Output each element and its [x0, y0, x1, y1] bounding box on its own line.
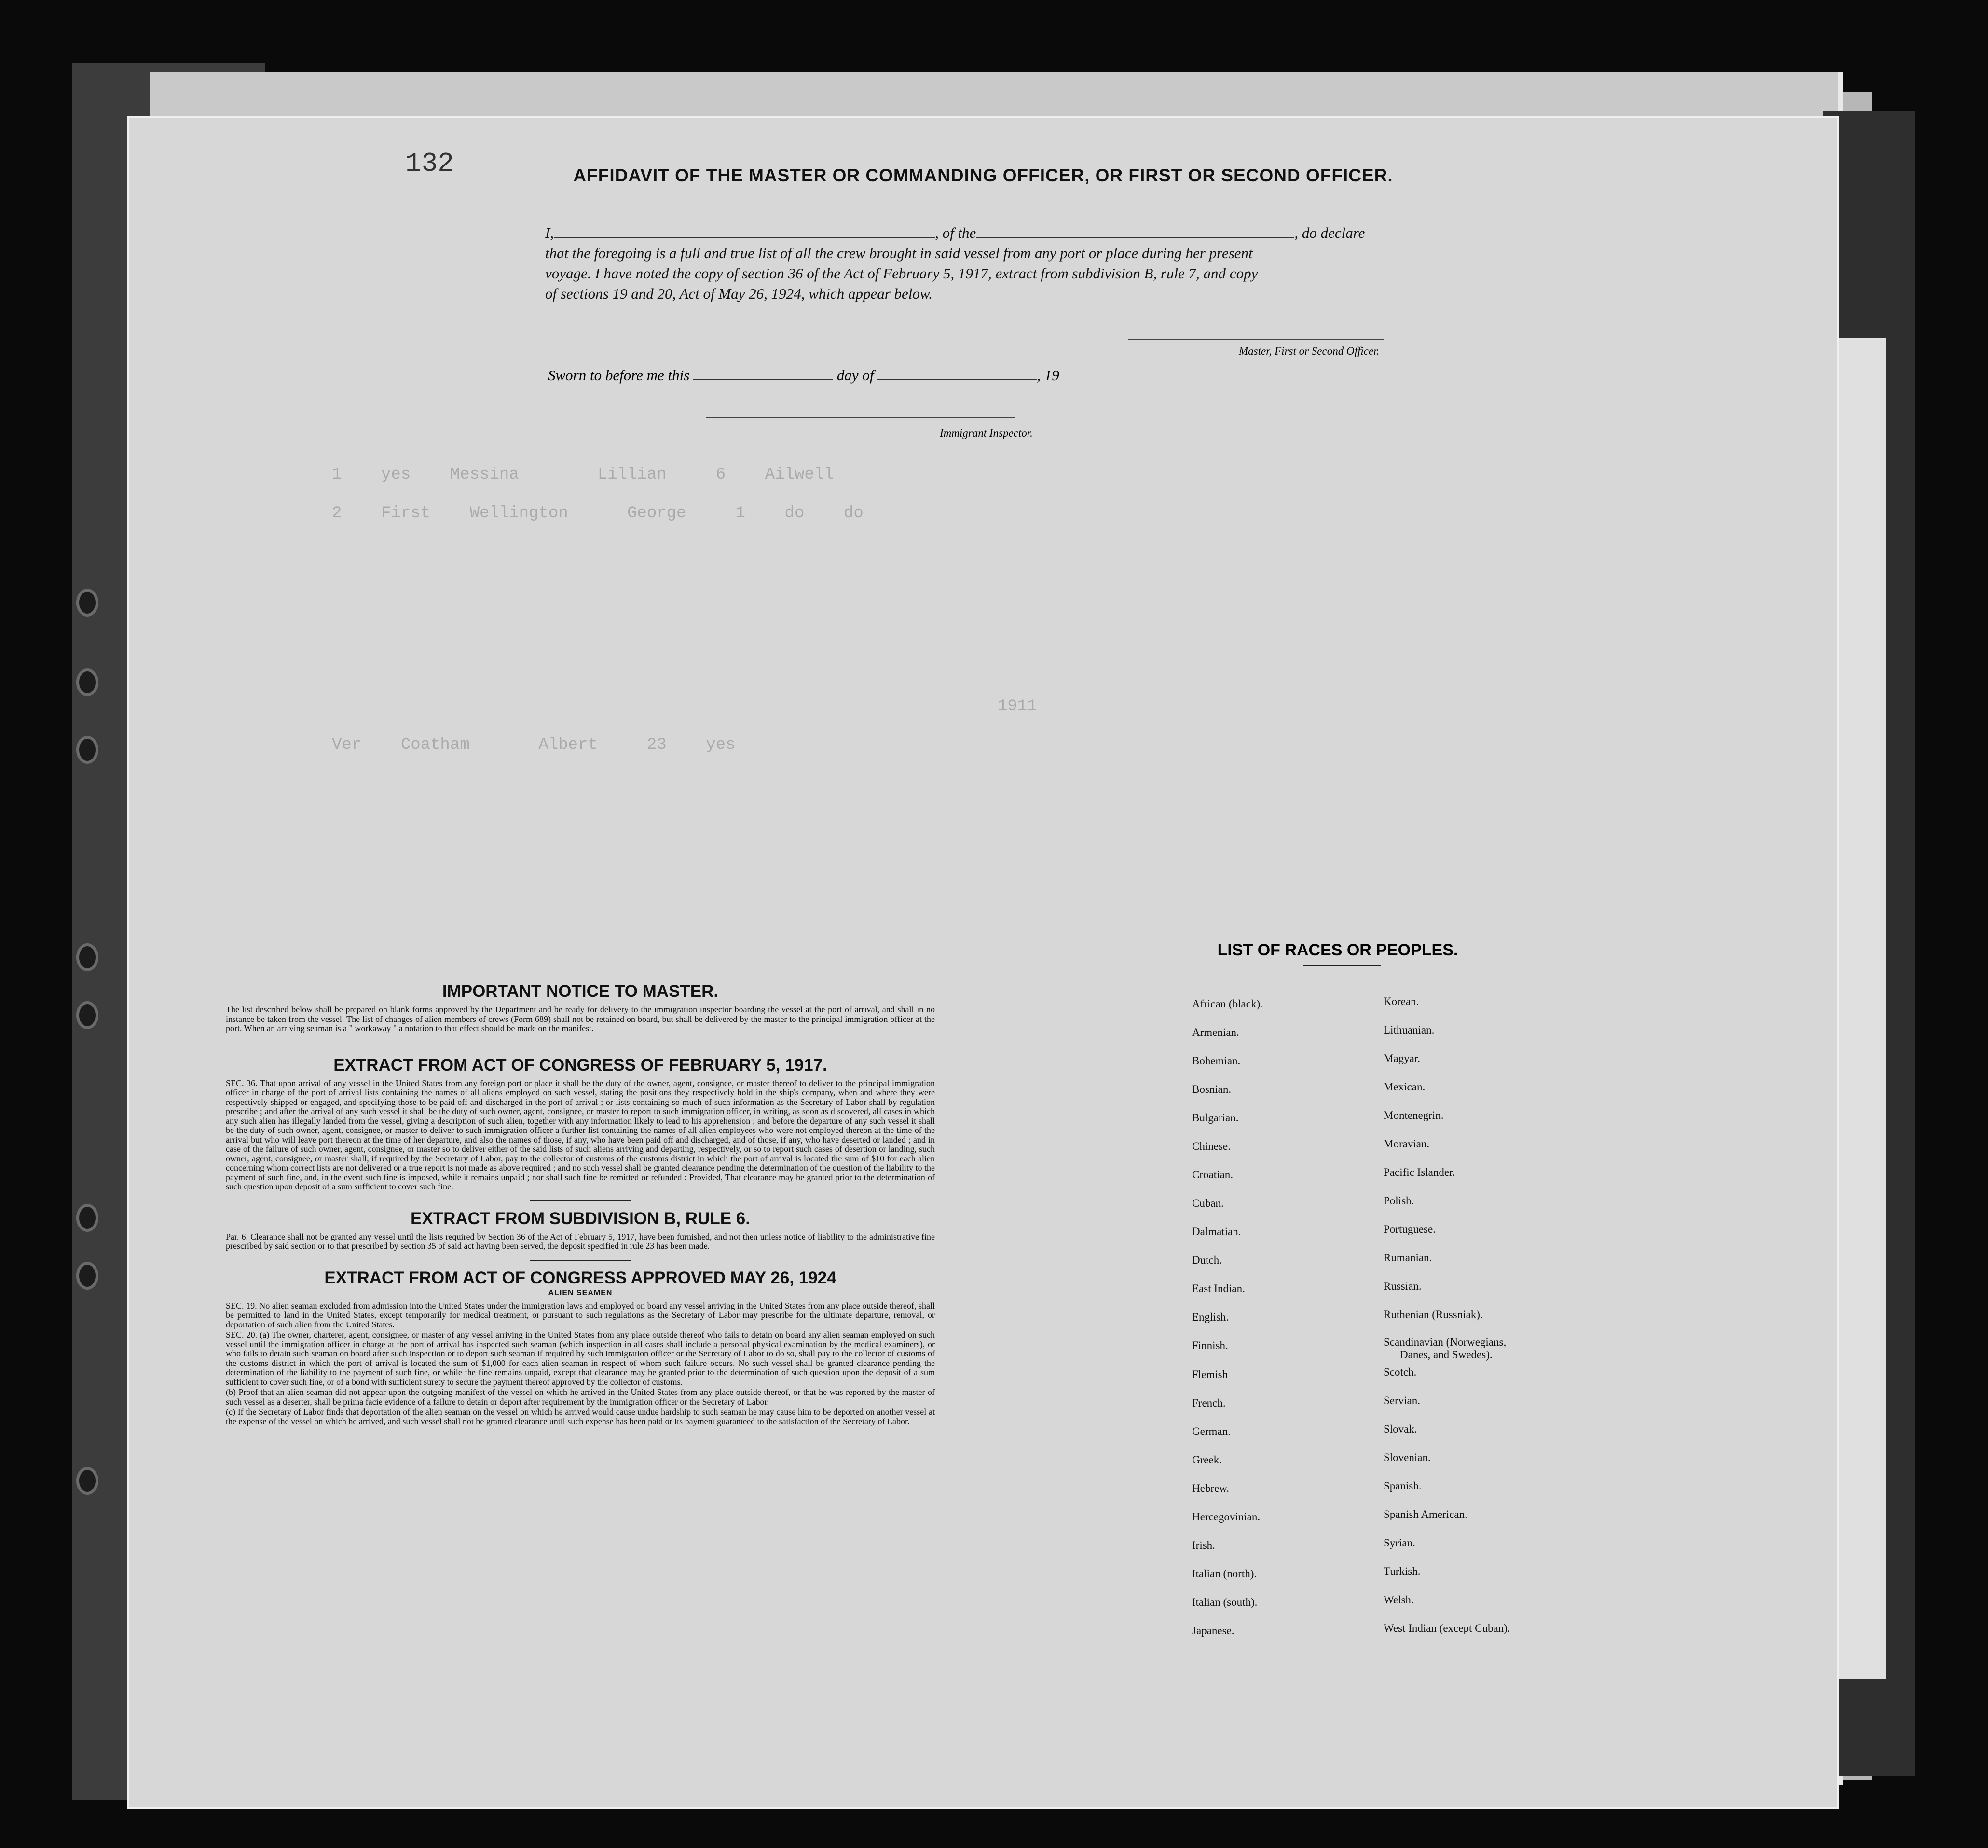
binder-hole [76, 943, 98, 971]
bleed-through-text: Ver Coatham Albert 23 yes [332, 736, 736, 754]
bleed-through-text: 1 yes Messina Lillian 6 Ailwell [332, 466, 834, 484]
bleed-through-strip [1833, 338, 1886, 1679]
race-left-item: German. [1192, 1425, 1231, 1437]
race-right-item: Pacific Islander. [1384, 1166, 1455, 1178]
declaration-line-3: voyage. I have noted the copy of section 36 of the Act of February 5, 1917, extract from subdivision B, rule 7, and copy [545, 265, 1258, 282]
extract-1917-text: SEC. 36. That upon arrival of any vessel in the United States from any foreign port or place it shall be the duty of the owner, agent, consignee, or master thereof to deliver to the principal immigration officer in charge of the port of arrival lists containing the names of all aliens employed on such vessel, stating the positions they respectively hold in the ship's company, when and where they were respectively shipped or engaged, and specifying those to be paid off and discharged in the port of arrival ; or lists containing so much of such information as the Secretary of Labor shall by regulation prescribe ; and after the arrival of any such vessel it shall be the duty of such owner, agent, consignee, or master to report to such immigration officer, in writing, as soon as discovered, all cases in which any such alien has illegally landed from the vessel, giving a description of such alien, together with any information likely to lead to his apprehension ; and before the departure of any such vessel it shall be the duty of such owner, agent, consignee, or master to deliver to such immigration officer a further list containing the names of all alien employees who were not employed thereon at the time of the arrival but who will leave port thereon at the time of her departure, and also the names of those, if any, who have been paid off and discharged, and of those, if any, who have deserted or landed ; and in case of the failure of such owner, agent, consignee, or master so to deliver either of the said lists of such aliens arriving and departing, respectively, or so to report such cases of desertion or landing, such owner, agent, consignee, or master shall, if required by the Secretary of Labor, pay to the collector of customs of the customs district in which the port of arrival is located the sum of $10 for each alien concerning whom correct lists are not delivered or a true report is not made as above required ; and no such vessel shall be granted clearance pending the determination of the question of the liability to the payment of such fine, and, in the event such fine is imposed, while it remains unpaid ; nor shall such fine be remitted or refunded : Provided, That clearance may be granted prior to the determination of such question upon deposit of a sum sufficient to cover such fine. [226, 1078, 935, 1191]
race-right-item: Servian. [1384, 1394, 1421, 1407]
declaration-line-1 [545, 224, 1365, 242]
race-right-item: Montenegrin. [1384, 1109, 1444, 1121]
race-right-item: Spanish. [1384, 1480, 1422, 1492]
divider [530, 1260, 631, 1261]
race-right-item: Korean. [1384, 995, 1419, 1007]
race-left-item: Cuban. [1192, 1197, 1224, 1209]
race-right-item: Magyar. [1384, 1052, 1421, 1064]
sworn-month-field[interactable] [877, 379, 1037, 380]
race-right-item: Polish. [1384, 1195, 1414, 1207]
race-left-item: Italian (south). [1192, 1596, 1258, 1608]
notice-column [226, 982, 935, 1426]
divider [530, 1200, 631, 1201]
binder-hole [76, 668, 98, 696]
extract-1924-sec19: SEC. 19. No alien seaman excluded from admission into the United States under the immigration laws and employed on board any vessel arriving in the United States from any place outside thereof, shall be permitted to land in the United States, except temporarily for medical treatment, or pursuant to such regulations as the Secretary of Labor may prescribe for the ultimate departure, removal, or deportation of such alien from the United States. [226, 1300, 935, 1329]
extract-1924-sec20b: (b) Proof that an alien seaman did not appear upon the outgoing manifest of the vessel on which he arrived in the United States from any place outside thereof, or that he was reported by the master of such vessel as a deserter, shall be prima facie evidence of a failure to detain or deport after requirement by the immigration officer or the Secretary of Labor. [226, 1387, 935, 1407]
vessel-name-field[interactable] [976, 237, 1294, 238]
race-right-item: West Indian (except Cuban). [1384, 1622, 1510, 1634]
race-left-item: African (black). [1192, 998, 1263, 1010]
race-left-item: French. [1192, 1397, 1226, 1409]
inspector-signature-line[interactable] [706, 417, 1015, 418]
races-title: LIST OF RACES OR PEOPLES. [1217, 941, 1458, 959]
race-right-item: Russian. [1384, 1280, 1422, 1292]
binder-hole [76, 589, 98, 617]
binder-hole [76, 1467, 98, 1495]
extract-1924-sec20c: (c) If the Secretary of Labor finds that deportation of the alien seaman on the vessel on which he arrived would cause undue hardship to such seaman he may cause him to be deported on another vessel at the expense of the vessel on which he arrived, and such vessel shall not be granted clearance until such expense has been paid or its payment guaranteed to the satisfaction of the Secretary of Labor. [226, 1407, 935, 1426]
race-left-item: Hebrew. [1192, 1482, 1230, 1494]
race-left-item: Bohemian. [1192, 1055, 1241, 1067]
extract-1924-sec20a: SEC. 20. (a) The owner, charterer, agent, consignee, or master of any vessel arriving in the United States from any place outside thereof who fails to detain on board any alien seaman employed on such vessel until the immigration officer in charge at the port of arrival has inspected such seaman (which inspection in all cases shall include a personal physical examination by the medical examiners), or who fails to detain such seaman on board after such inspection or to deport such seaman if required by such immigration officer or the Secretary of Labor to do so, shall pay to the collector of customs of the customs district in which the port of arrival is located the sum of $1,000 for each alien seaman in respect of whom such failure occurs. No such vessel shall be granted clearance pending the determination of the liability to the payment of such fine, or while the fine remains unpaid, except that clearance may be granted prior to the determination of such question upon the deposit of a sum sufficient to cover such fine, or of a bond with sufficient surety to secure the payment thereof approved by the collector of customs. [226, 1330, 935, 1387]
race-left-item: Italian (north). [1192, 1568, 1257, 1580]
races-title-rule [1303, 965, 1381, 966]
officer-name-field[interactable] [554, 237, 935, 238]
race-right-item-continued: Danes, and Swedes). [1400, 1349, 1493, 1361]
race-left-item: Greek. [1192, 1454, 1222, 1466]
race-right-item: Ruthenian (Russniak). [1384, 1309, 1483, 1321]
declaration-line-4: of sections 19 and 20, Act of May 26, 1924, which appear below. [545, 285, 933, 302]
race-right-item: Turkish. [1384, 1565, 1421, 1577]
race-right-item: Portuguese. [1384, 1223, 1436, 1235]
race-left-item: Bulgarian. [1192, 1112, 1239, 1124]
race-right-item: Syrian. [1384, 1537, 1415, 1549]
race-right-item: Welsh. [1384, 1594, 1414, 1606]
binder-hole [76, 1001, 98, 1029]
race-right-item: Slovenian. [1384, 1451, 1431, 1463]
extract-1924-subtitle: ALIEN SEAMEN [548, 1288, 613, 1297]
race-right-item: Spanish American. [1384, 1508, 1467, 1520]
master-signature-line[interactable] [1128, 339, 1384, 340]
bleed-through-text: 2 First Wellington George 1 do do [332, 504, 864, 523]
extract-rule6-text: Par. 6. Clearance shall not be granted any vessel until the lists required by Section 36 of the Act of February 5, 1917, have been furnished, and not then unless notice of liability to the administrative fine prescribed by said section or to that prescribed by section 35 of said act having been served, the deposit specified in rule 23 has been made. [226, 1231, 935, 1251]
sworn-day-text: day of [836, 367, 874, 384]
sworn-line [548, 367, 1059, 384]
race-left-item: Croatian. [1192, 1169, 1233, 1181]
extract-rule6-title: EXTRACT FROM SUBDIVISION B, RULE 6. [411, 1209, 750, 1228]
race-left-item: Finnish. [1192, 1339, 1228, 1352]
sworn-year-text: , 19 [1037, 367, 1059, 384]
sworn-day-field[interactable] [693, 379, 833, 380]
binder-hole [76, 1204, 98, 1232]
race-left-item: English. [1192, 1311, 1229, 1323]
race-left-item: Bosnian. [1192, 1083, 1232, 1095]
race-left-item: Japanese. [1192, 1625, 1234, 1637]
important-notice-title: IMPORTANT NOTICE TO MASTER. [442, 982, 719, 1001]
race-left-item: Dutch. [1192, 1254, 1222, 1266]
extract-1924-title: EXTRACT FROM ACT OF CONGRESS APPROVED MAY 26, 1924 [324, 1268, 836, 1287]
bleed-through-text: 1911 [998, 697, 1037, 716]
race-left-item: Dalmatian. [1192, 1226, 1241, 1238]
affidavit-title: AFFIDAVIT OF THE MASTER OR COMMANDING OFFICER, OR FIRST OR SECOND OFFICER. [573, 165, 1393, 185]
do-declare-text: , do declare [1294, 224, 1365, 241]
race-left-item: Hercegovinian. [1192, 1511, 1261, 1523]
extract-1917-title: EXTRACT FROM ACT OF CONGRESS OF FEBRUARY 5, 1917. [333, 1055, 827, 1075]
race-right-item: Lithuanian. [1384, 1024, 1435, 1036]
race-right-item: Scandinavian (Norwegians, [1384, 1336, 1507, 1348]
race-left-item: Irish. [1192, 1539, 1215, 1551]
affidavit-page [129, 118, 1837, 1807]
race-right-item: Slovak. [1384, 1423, 1417, 1435]
race-right-item: Rumanian. [1384, 1252, 1432, 1264]
binder-hole [76, 736, 98, 764]
race-right-item: Moravian. [1384, 1138, 1430, 1150]
master-signature-label: Master, First or Second Officer. [1239, 345, 1380, 357]
declaration-line-2: that the foregoing is a full and true list of all the crew brought in said vessel from any port or place during her present [545, 245, 1253, 262]
pronoun: I, [545, 224, 554, 241]
of-the-text: , of the [935, 224, 976, 241]
race-left-item: East Indian. [1192, 1283, 1245, 1295]
race-left-item: Chinese. [1192, 1140, 1231, 1152]
race-left-item: Flemish [1192, 1368, 1228, 1380]
page-number: 132 [405, 148, 454, 179]
race-right-item: Mexican. [1384, 1081, 1426, 1093]
inspector-signature-label: Immigrant Inspector. [940, 427, 1033, 439]
sworn-prefix: Sworn to before me this [548, 367, 690, 384]
important-notice-text: The list described below shall be prepared on blank forms approved by the Department and be ready for delivery to the immigration inspector boarding the vessel at the port of arrival, and shall in no instance be taken from the vessel. The list of changes of alien members of crews (Form 689) shall not be retained on board, but shall be delivered by the master to the principal immigration officer at the port. When an arriving seaman is a " workaway " a notation to that effect should be made on the manifest. [226, 1005, 935, 1033]
binder-hole [76, 1262, 98, 1290]
race-right-item: Scotch. [1384, 1366, 1417, 1378]
race-left-item: Armenian. [1192, 1026, 1239, 1038]
